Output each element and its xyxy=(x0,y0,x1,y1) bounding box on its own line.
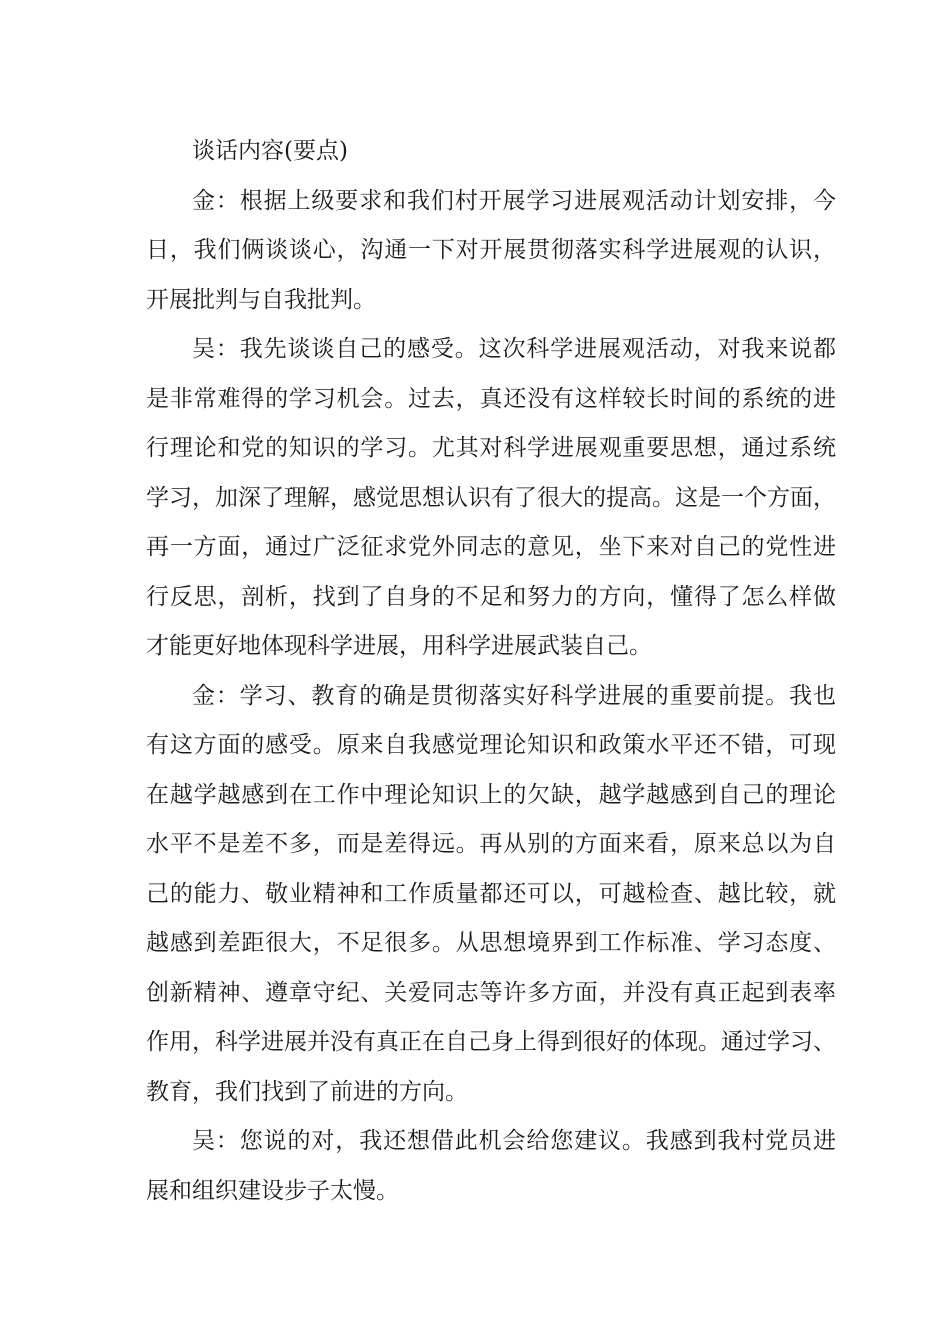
text-line: 己的能力、敬业精神和工作质量都还可以，可越检查、越比较，就 xyxy=(146,880,836,907)
text-line: 创新精神、遵章守纪、关爱同志等许多方面，并没有真正起到表率 xyxy=(146,979,836,1006)
section-heading xyxy=(146,127,836,177)
text-line: 作用，科学进展并没有真正在自己身上得到很好的体现。通过学习、 xyxy=(146,1029,836,1055)
text-line: 越感到差距很大，不足很多。从思想境界到工作标准、学习态度、 xyxy=(146,930,836,956)
paragraph-jin-1 xyxy=(146,177,836,326)
text-line: 展和组织建设步子太慢。 xyxy=(146,1177,399,1204)
text-line: 是非常难得的学习机会。过去，真还没有这样较长时间的系统的进 xyxy=(146,385,836,412)
text-line: 有这方面的感受。原来自我感觉理论知识和政策水平还不错，可现 xyxy=(146,732,836,758)
text-line: 吴：您说的对，我还想借此机会给您建议。我感到我村党员进 xyxy=(192,1128,836,1154)
text-line: 吴：我先谈谈自己的感受。这次科学进展观活动，对我来说都 xyxy=(192,336,836,362)
text-line: 水平不是差不多，而是差得远。再从别的方面来看，原来总以为自 xyxy=(146,831,836,857)
text-line: 行理论和党的知识的学习。尤其对科学进展观重要思想，通过系统 xyxy=(146,435,836,461)
text-line: 再一方面，通过广泛征求党外同志的意见，坐下来对自己的党性进 xyxy=(146,534,836,560)
text-line: 日，我们俩谈谈心，沟通一下对开展贯彻落实科学进展观的认识， xyxy=(146,237,836,263)
text-line: 学习，加深了理解，感觉思想认识有了很大的提高。这是一个方面， xyxy=(146,484,836,511)
document-body xyxy=(146,127,836,1216)
text-line: 在越学越感到在工作中理论知识上的欠缺，越学越感到自己的理论 xyxy=(146,781,836,808)
paragraph-wu-1 xyxy=(146,325,836,672)
heading-line: 谈话内容(要点) xyxy=(192,138,348,164)
text-line: 才能更好地体现科学进展，用科学进展武装自己。 xyxy=(146,633,652,659)
paragraph-wu-2 xyxy=(146,1117,836,1216)
paragraph-jin-2 xyxy=(146,672,836,1118)
text-line: 教育，我们找到了前进的方向。 xyxy=(146,1078,468,1105)
text-line: 开展批判与自我批判。 xyxy=(146,286,376,313)
text-line: 行反思，剖析，找到了自身的不足和努力的方向，懂得了怎么样做 xyxy=(146,583,836,610)
text-line: 金：学习、教育的确是贯彻落实好科学进展的重要前提。我也 xyxy=(192,682,836,709)
text-line: 金：根据上级要求和我们村开展学习进展观活动计划安排，今 xyxy=(192,187,836,214)
